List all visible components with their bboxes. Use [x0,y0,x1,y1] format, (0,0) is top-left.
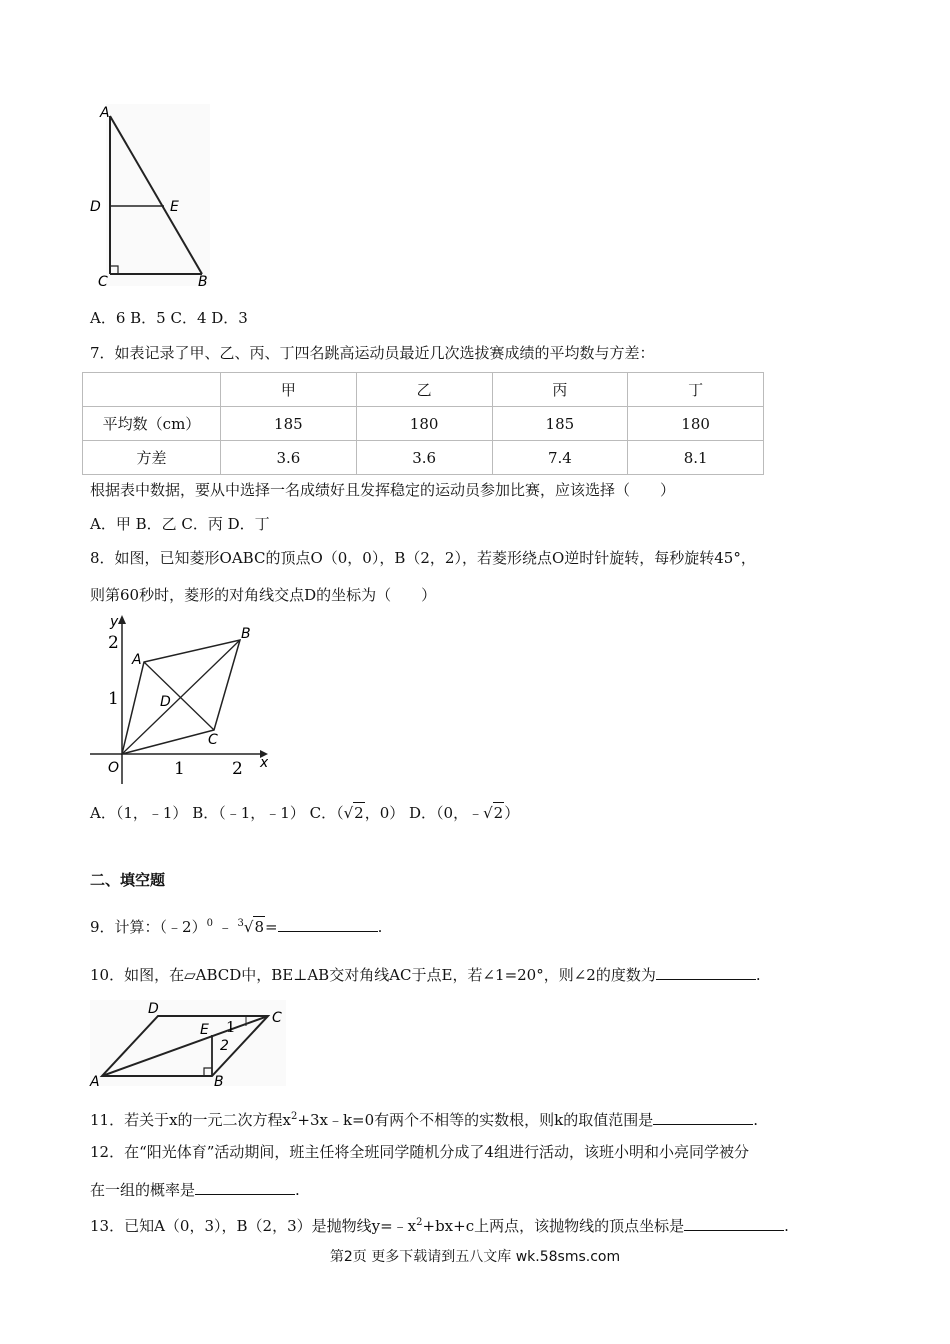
table-cell: 8.1 [628,441,764,475]
q8-option-a: A．（1，﹣1） [90,804,188,822]
label-x: x [260,755,268,771]
q9: 9．计算：（﹣2）$^0$ ﹣ $^3$√8= . [90,918,383,936]
q13-answer-blank[interactable] [684,1215,784,1231]
label-angle-2: 2 [220,1038,229,1054]
label-a: A [132,652,142,668]
label-d: D [160,694,171,710]
label-origin: O [108,760,120,776]
q13-exponent: 2 [416,1217,423,1228]
q9-end: . [377,918,383,936]
q7-stem: 7．如表记录了甲、乙、丙、丁四名跳高运动员最近几次选拔赛成绩的平均数与方差： [90,344,655,362]
q8-options [90,802,519,823]
label-b: B [241,626,251,642]
q11-answer-blank[interactable] [653,1109,753,1125]
diagonal-ac [144,662,214,730]
q11-exponent: 2 [291,1111,298,1122]
table-cell: 185 [492,407,628,441]
label-y: y [110,614,119,630]
option-d-radicand: 2 [493,804,504,822]
q9-root-index: 3 [237,918,244,929]
table-row [83,441,764,475]
q8-option-c: C．（√2，0） [309,804,405,822]
q7-question: 根据表中数据，要从中选择一名成绩好且发挥稳定的运动员参加比赛，应该选择（ ） [90,481,676,499]
y-axis-arrow-icon [118,615,126,624]
table-row [83,407,764,441]
q11 [90,1107,758,1130]
figure-background [106,104,210,286]
label-b: B [214,1074,224,1088]
label-e: E [200,1022,209,1038]
label-b: B [198,274,208,290]
header-cell: 丙 [492,373,628,407]
q11-end: . [753,1111,759,1129]
header-cell: 甲 [221,373,357,407]
q9-minus: ﹣ [217,918,233,936]
q12-text: 在一组的概率是 [90,1181,196,1199]
triangle-figure [86,100,216,290]
q13-suffix: +bx+c上两点，该抛物线的顶点坐标是 [422,1217,685,1235]
q8-stem-line1: 8．如图，已知菱形OABC的顶点O（0，0），B（2，2），若菱形绕点O逆时针旋转，每秒旋转45°， [90,549,756,567]
table-cell: 3.6 [221,441,357,475]
table-cell: 3.6 [356,441,492,475]
label-c: C [208,732,218,748]
q10-answer-blank[interactable] [656,964,756,980]
page-footer: 第2页 更多下载请到五八文库 wk.58sms.com [329,1249,621,1265]
option-c-suffix: ，0） [364,804,405,822]
table-cell: 7.4 [492,441,628,475]
q9-answer-blank[interactable] [278,916,378,932]
rhombus-figure [88,612,268,788]
table-header-row [83,373,764,407]
q10-end: . [755,966,761,984]
label-a: A [90,1074,100,1088]
q10-stem: 10．如图，在▱ABCD中，BE⊥AB交对角线AC于点E，若∠1=20°，则∠2的度数为 [90,966,656,984]
label-a: A [100,105,110,121]
q8-option-b: B．（﹣1，﹣1） [192,804,305,822]
q12-end: . [295,1181,300,1199]
section-title: 二、填空题 [90,871,166,889]
stats-table [82,372,764,475]
header-cell [83,373,221,407]
figure-background [90,1000,286,1086]
q9-prefix: 9．计算：（﹣2） [90,918,207,936]
q12-answer-blank[interactable] [195,1179,295,1195]
label-d: D [148,1001,159,1017]
tick-y-1: 1 [108,689,119,709]
row-label: 方差 [83,441,221,475]
option-d-suffix: ） [504,804,520,822]
option-c-prefix: C．（ [309,804,344,822]
label-d: D [90,199,101,215]
option-c-radicand: 2 [354,804,364,822]
header-cell: 丁 [628,373,764,407]
label-e: E [170,199,179,215]
q9-radicand: 8 [254,918,265,936]
q9-equals: = [265,918,278,936]
tick-x-2: 2 [232,759,243,779]
q13-end: . [784,1217,789,1235]
q9-exponent: 0 [206,918,213,929]
q8-option-d: D．（0，﹣√2） [409,804,520,822]
option-d-prefix: D．（0，﹣ [409,804,484,822]
table-cell: 180 [628,407,764,441]
q11-prefix: 11．若关于x的一元二次方程x [90,1111,292,1129]
q8-stem-line2: 则第60秒时，菱形的对角线交点D的坐标为（ ） [90,586,437,604]
q13-prefix: 13．已知A（0，3），B（2，3）是抛物线y=﹣x [90,1217,417,1235]
q13 [90,1213,789,1236]
q7-options: A．甲 B．乙 C．丙 D．丁 [90,515,270,533]
row-label: 平均数（cm） [83,407,221,441]
q12-line2 [90,1179,300,1200]
label-c: C [98,274,108,290]
header-cell: 乙 [356,373,492,407]
tick-x-1: 1 [174,759,185,779]
label-c: C [272,1010,282,1026]
label-angle-1: 1 [226,1018,236,1036]
table-cell: 185 [221,407,357,441]
parallelogram-figure [86,998,290,1088]
q6-options: A．6 B．5 C．4 D．3 [90,309,248,327]
q12-line1: 12．在“阳光体育”活动期间，班主任将全班同学随机分成了4组进行活动，该班小明和小亮同学被分 [90,1143,749,1161]
q10 [90,964,761,985]
q11-suffix: +3x﹣k=0有两个不相等的实数根，则k的取值范围是 [297,1111,654,1129]
tick-y-2: 2 [108,633,119,653]
table-cell: 180 [356,407,492,441]
